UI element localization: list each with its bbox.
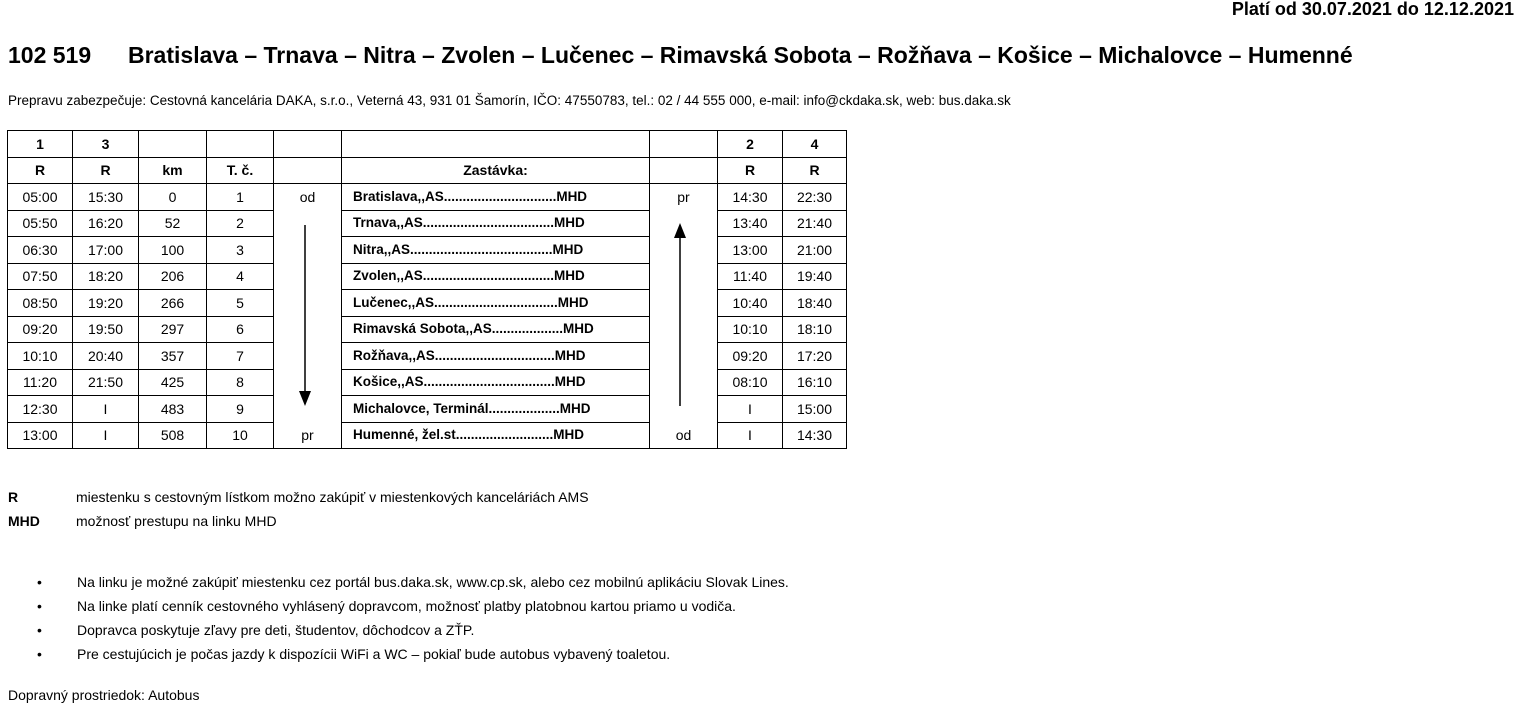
- header-cell-col-dir-b: [650, 131, 718, 158]
- cell-t1: 07:50: [8, 263, 73, 290]
- arrow-down-icon: [298, 225, 312, 407]
- cell-tc: 4: [207, 263, 274, 290]
- cell-t3: 15:30: [73, 184, 139, 211]
- cell-t4: 16:10: [783, 369, 847, 396]
- cell-tc: 6: [207, 316, 274, 343]
- legend-item: [8, 513, 589, 537]
- table-row: [8, 210, 847, 237]
- cell-t2: 08:10: [718, 369, 783, 396]
- cell-t3: 21:50: [73, 369, 139, 396]
- cell-t4: 17:20: [783, 343, 847, 370]
- cell-t3: 18:20: [73, 263, 139, 290]
- cell-dir-b: od: [650, 422, 718, 449]
- table-row: [8, 263, 847, 290]
- cell-t4: 15:00: [783, 396, 847, 423]
- cell-km: 266: [139, 290, 207, 317]
- header-cell-col-1: R: [8, 157, 73, 184]
- header-cell-col-3: R: [73, 157, 139, 184]
- cell-t1: 13:00: [8, 422, 73, 449]
- cell-km: 0: [139, 184, 207, 211]
- legend-key: MHD: [8, 513, 40, 529]
- cell-km: 508: [139, 422, 207, 449]
- vehicle-type: Dopravný prostriedok: Autobus: [8, 687, 200, 703]
- route-name: Bratislava – Trnava – Nitra – Zvolen – Lučenec – Rimavská Sobota – Rožňava – Košice – Michalovce – Humenné: [128, 42, 1353, 68]
- header-cell-col-4: 4: [783, 131, 847, 158]
- cell-tc: 10: [207, 422, 274, 449]
- header-cell-col-2: 2: [718, 131, 783, 158]
- bullet-icon: •: [37, 598, 42, 614]
- cell-stop: Nitra,,AS......................................MHD: [342, 237, 650, 264]
- validity-dates: Platí od 30.07.2021 do 12.12.2021: [1231, 0, 1514, 19]
- cell-t3: I: [73, 422, 139, 449]
- cell-t3: I: [73, 396, 139, 423]
- legend-text: miestenku s cestovným lístkom možno zakúpiť v miestenkových kanceláriách AMS: [76, 489, 589, 505]
- cell-dir-a: pr: [274, 422, 342, 449]
- cell-t3: 19:50: [73, 316, 139, 343]
- cell-stop: Zvolen,,AS...................................MHD: [342, 263, 650, 290]
- cell-t3: 17:00: [73, 237, 139, 264]
- table-header-row: [8, 131, 847, 158]
- cell-tc: 5: [207, 290, 274, 317]
- header-cell-col-dir-b: [650, 157, 718, 184]
- cell-t4: 18:40: [783, 290, 847, 317]
- operator-info: Prepravu zabezpečuje: Cestovná kancelária DAKA, s.r.o., Veterná 43, 931 01 Šamorín, IČO: 47550783, tel.: 02 / 44 555 000, e-mail: info@ckdaka.sk, web: bus.daka.sk: [8, 93, 1011, 108]
- cell-stop: Rimavská Sobota,,AS...................MHD: [342, 316, 650, 343]
- list-item: [37, 574, 789, 598]
- cell-t2: I: [718, 422, 783, 449]
- cell-t4: 22:30: [783, 184, 847, 211]
- cell-km: 297: [139, 316, 207, 343]
- header-cell-col-dir-a: [274, 157, 342, 184]
- list-item: [37, 598, 789, 622]
- cell-km: 52: [139, 210, 207, 237]
- header-cell-col-stop: Zastávka:: [342, 157, 650, 184]
- table-row: [8, 396, 847, 423]
- cell-t4: 19:40: [783, 263, 847, 290]
- table-header-row: [8, 157, 847, 184]
- table-row: [8, 316, 847, 343]
- cell-tc: 8: [207, 369, 274, 396]
- notes-list: [37, 574, 789, 670]
- cell-t1: 12:30: [8, 396, 73, 423]
- cell-km: 357: [139, 343, 207, 370]
- cell-stop: Trnava,,AS...................................MHD: [342, 210, 650, 237]
- cell-t4: 14:30: [783, 422, 847, 449]
- line-number: 102 519: [8, 42, 92, 68]
- header-cell-col-tc: [207, 131, 274, 158]
- cell-t1: 09:20: [8, 316, 73, 343]
- cell-t1: 11:20: [8, 369, 73, 396]
- cell-tc: 2: [207, 210, 274, 237]
- cell-t2: 10:40: [718, 290, 783, 317]
- table-row: [8, 184, 847, 211]
- cell-t3: 16:20: [73, 210, 139, 237]
- cell-t1: 05:00: [8, 184, 73, 211]
- note-text: Na linku je možné zakúpiť miestenku cez portál bus.daka.sk, www.cp.sk, alebo cez mobilnú aplikáciu Slovak Lines.: [77, 574, 789, 590]
- legend-text: možnosť prestupu na linku MHD: [76, 513, 277, 529]
- page-title: [8, 42, 1353, 69]
- table-row: [8, 369, 847, 396]
- cell-stop: Michalovce, Terminál...................MHD: [342, 396, 650, 423]
- cell-t2: I: [718, 396, 783, 423]
- timetable: [7, 130, 847, 449]
- cell-t4: 21:00: [783, 237, 847, 264]
- cell-t4: 21:40: [783, 210, 847, 237]
- cell-t1: 08:50: [8, 290, 73, 317]
- header-cell-col-1: 1: [8, 131, 73, 158]
- cell-tc: 9: [207, 396, 274, 423]
- header-cell-col-3: 3: [73, 131, 139, 158]
- legend-item: [8, 489, 589, 513]
- cell-t3: 20:40: [73, 343, 139, 370]
- cell-t1: 06:30: [8, 237, 73, 264]
- note-text: Dopravca poskytuje zľavy pre deti, študentov, dôchodcov a ZŤP.: [77, 622, 475, 638]
- cell-stop: Košice,,AS...................................MHD: [342, 369, 650, 396]
- header-cell-col-tc: T. č.: [207, 157, 274, 184]
- cell-tc: 3: [207, 237, 274, 264]
- cell-tc: 1: [207, 184, 274, 211]
- cell-t1: 10:10: [8, 343, 73, 370]
- bullet-icon: •: [37, 574, 42, 590]
- legend: [8, 489, 589, 537]
- cell-stop: Rožňava,,AS................................MHD: [342, 343, 650, 370]
- list-item: [37, 622, 789, 646]
- cell-km: 483: [139, 396, 207, 423]
- bullet-icon: •: [37, 622, 42, 638]
- table-row: [8, 343, 847, 370]
- header-cell-col-4: R: [783, 157, 847, 184]
- table-row: [8, 290, 847, 317]
- cell-t2: 09:20: [718, 343, 783, 370]
- cell-km: 206: [139, 263, 207, 290]
- cell-t4: 18:10: [783, 316, 847, 343]
- cell-t2: 14:30: [718, 184, 783, 211]
- bullet-icon: •: [37, 646, 42, 662]
- cell-dir-b: pr: [650, 184, 718, 211]
- arrow-up-icon: [673, 222, 687, 406]
- cell-t1: 05:50: [8, 210, 73, 237]
- header-cell-col-km: km: [139, 157, 207, 184]
- header-cell-col-2: R: [718, 157, 783, 184]
- cell-km: 425: [139, 369, 207, 396]
- legend-key: R: [8, 489, 19, 505]
- cell-t2: 13:00: [718, 237, 783, 264]
- cell-stop: Bratislava,,AS..............................MHD: [342, 184, 650, 211]
- cell-dir-a: od: [274, 184, 342, 211]
- table-row: [8, 422, 847, 449]
- header-cell-col-stop: [342, 131, 650, 158]
- table-row: [8, 237, 847, 264]
- note-text: Na linke platí cenník cestovného vyhlásený dopravcom, možnosť platby platobnou kartou priamo u vodiča.: [77, 598, 736, 614]
- header-cell-col-dir-a: [274, 131, 342, 158]
- cell-stop: Lučenec,,AS.................................MHD: [342, 290, 650, 317]
- cell-t2: 11:40: [718, 263, 783, 290]
- note-text: Pre cestujúcich je počas jazdy k dispozícii WiFi a WC – pokiaľ bude autobus vybavený toaletou.: [77, 646, 671, 662]
- cell-stop: Humenné, žel.st..........................MHD: [342, 422, 650, 449]
- cell-t2: 10:10: [718, 316, 783, 343]
- list-item: [37, 646, 789, 670]
- cell-tc: 7: [207, 343, 274, 370]
- cell-t3: 19:20: [73, 290, 139, 317]
- header-cell-col-km: [139, 131, 207, 158]
- cell-t2: 13:40: [718, 210, 783, 237]
- cell-km: 100: [139, 237, 207, 264]
